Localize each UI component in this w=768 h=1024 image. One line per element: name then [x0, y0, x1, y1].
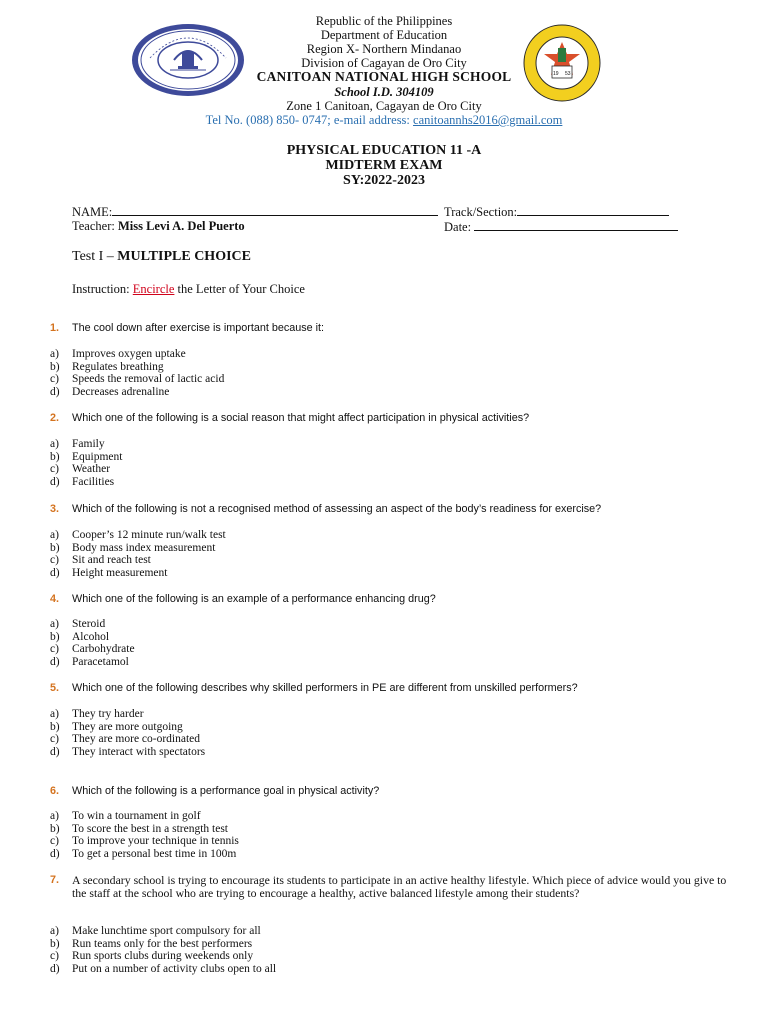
- date-blank[interactable]: [474, 219, 678, 231]
- instruction-suffix: the Letter of Your Choice: [174, 282, 305, 296]
- test-heading: [72, 249, 251, 265]
- date-field: [444, 219, 678, 235]
- question-number: 7.: [50, 874, 60, 886]
- exam-subject-title: PHYSICAL EDUCATION 11 -A: [286, 143, 482, 158]
- exam-page: 19 53 Republic of the Philippines Department of Education Region X- Northern Mindanao Division of Cagayan de Oro City CANITOAN NATIONAL HIGH SCHOOL School I.D. 304109 Zone 1 Canitoan, Cagayan de Oro City Tel No. (088) 850- 0747; e-mail address: canitoannhs2016@gmail.com PHYSICAL EDUCATION 11 -A MIDTERM EXAM SY:2022-2023 NAME: Track/Section: Teacher: Miss Levi A. Del Puerto Date: Test I – MULTIPLE CHOICE Instruction: Encircle the Letter of Your Choice 1. The cool down after exercise is important because it: a) Improves oxygen uptake b) Regulates breathing c) Speeds the removal of lactic acid d) Decreases adrenaline 2. Which one of the following is a social reason that might affect participation in physical activities? a) Family b) Equipment c) Weather d) Facilities 3. Which of the following is not a recognised method of assessing an aspect of the body’s readiness for exercise? a) Cooper’s 12 minute run/walk test b) Body mass index measurement c) Sit and reach test d) Height measurement 4. Which one of the following is an example of a performance enhancing drug? a) Steroid b) Alcohol c) Carbohydrate d) Paracetamol 5. Which one of the following describes why skilled performers in PE are different from unskilled performers? a) They try harder b) They are more outgoing c) They are more co-ordinated d) They interact with spectators 6. Which of the following is a performance goal in physical activity? a) To win a tournament in golf b) To score the best in a strength test c) To improve your technique in tennis d) To get a personal best time in 100m 7. A secondary school is trying to encourage its students to participate in an active healthy lifestyle. Which piece of advice would you give to the staff at the school who are trying to encourage a healthy, active balanced lifestyle among their students? a) Make lunchtime sport compulsory for all b) Run teams only for the best performers c) Run sports clubs during weekends only d) Put on a number of activity clubs open to all: [0, 0, 768, 1024]
- track-label: Track/Section:: [444, 205, 518, 219]
- header-email-link[interactable]: canitoannhs2016@gmail.com: [413, 113, 563, 127]
- header-department: Department of Education: [320, 28, 448, 42]
- question-text: A secondary school is trying to encourage its students to participate in an active healthy lifestyle. Which piece of advice would you give to the staff at the school who are trying to encourage a healthy, active balanced lifestyle among their students?: [72, 873, 727, 900]
- track-field: [444, 204, 669, 220]
- deped-year-right: 53: [565, 71, 571, 77]
- instruction-encircle: Encircle: [132, 282, 175, 296]
- test-heading-type: MULTIPLE CHOICE: [117, 249, 251, 264]
- question-number: 5.: [50, 682, 60, 694]
- header-tel: Tel No. (088) 850- 0747; e-mail address:: [205, 113, 414, 127]
- name-field: [72, 204, 438, 220]
- question-number: 3.: [50, 503, 60, 515]
- header-contact: [0, 113, 768, 127]
- name-label: NAME:: [72, 205, 113, 219]
- date-label: Date:: [444, 220, 475, 234]
- instruction-prefix: Instruction:: [72, 282, 133, 296]
- header-school-id: School I.D. 304109: [334, 85, 434, 99]
- question-text: Which one of the following is a social reason that might affect participation in physical activities?: [72, 412, 530, 424]
- track-blank[interactable]: [517, 204, 669, 216]
- question-text: Which of the following is a performance goal in physical activity?: [72, 785, 380, 797]
- question-text: Which one of the following is an example of a performance enhancing drug?: [72, 593, 436, 605]
- question-text: Which one of the following describes why skilled performers in PE are different from unskilled performers?: [72, 682, 578, 694]
- teacher-field: [72, 219, 245, 234]
- header-division: Division of Cagayan de Oro City: [301, 56, 467, 70]
- question-number: 6.: [50, 785, 60, 797]
- school-year-title: SY:2022-2023: [343, 173, 425, 188]
- teacher-name: Miss Levi A. Del Puerto: [117, 219, 245, 233]
- test-heading-prefix: Test I –: [72, 249, 118, 264]
- instruction: [72, 282, 305, 297]
- deped-year-left: 19: [553, 71, 559, 77]
- question-text: The cool down after exercise is important because it:: [72, 322, 325, 334]
- question-number: 2.: [50, 412, 60, 424]
- exam-type-title: MIDTERM EXAM: [325, 158, 443, 173]
- question-number: 4.: [50, 593, 60, 605]
- header-republic: Republic of the Philippines: [315, 14, 453, 28]
- question-text: Which of the following is not a recognised method of assessing an aspect of the body’s readiness for exercise?: [72, 503, 602, 515]
- header-address: Zone 1 Canitoan, Cagayan de Oro City: [286, 99, 482, 113]
- header-school-name: CANITOAN NATIONAL HIGH SCHOOL: [256, 69, 512, 84]
- header-region: Region X- Northern Mindanao: [306, 42, 462, 56]
- teacher-label: Teacher:: [72, 219, 118, 233]
- question-number: 1.: [50, 322, 60, 334]
- name-blank[interactable]: [112, 204, 438, 216]
